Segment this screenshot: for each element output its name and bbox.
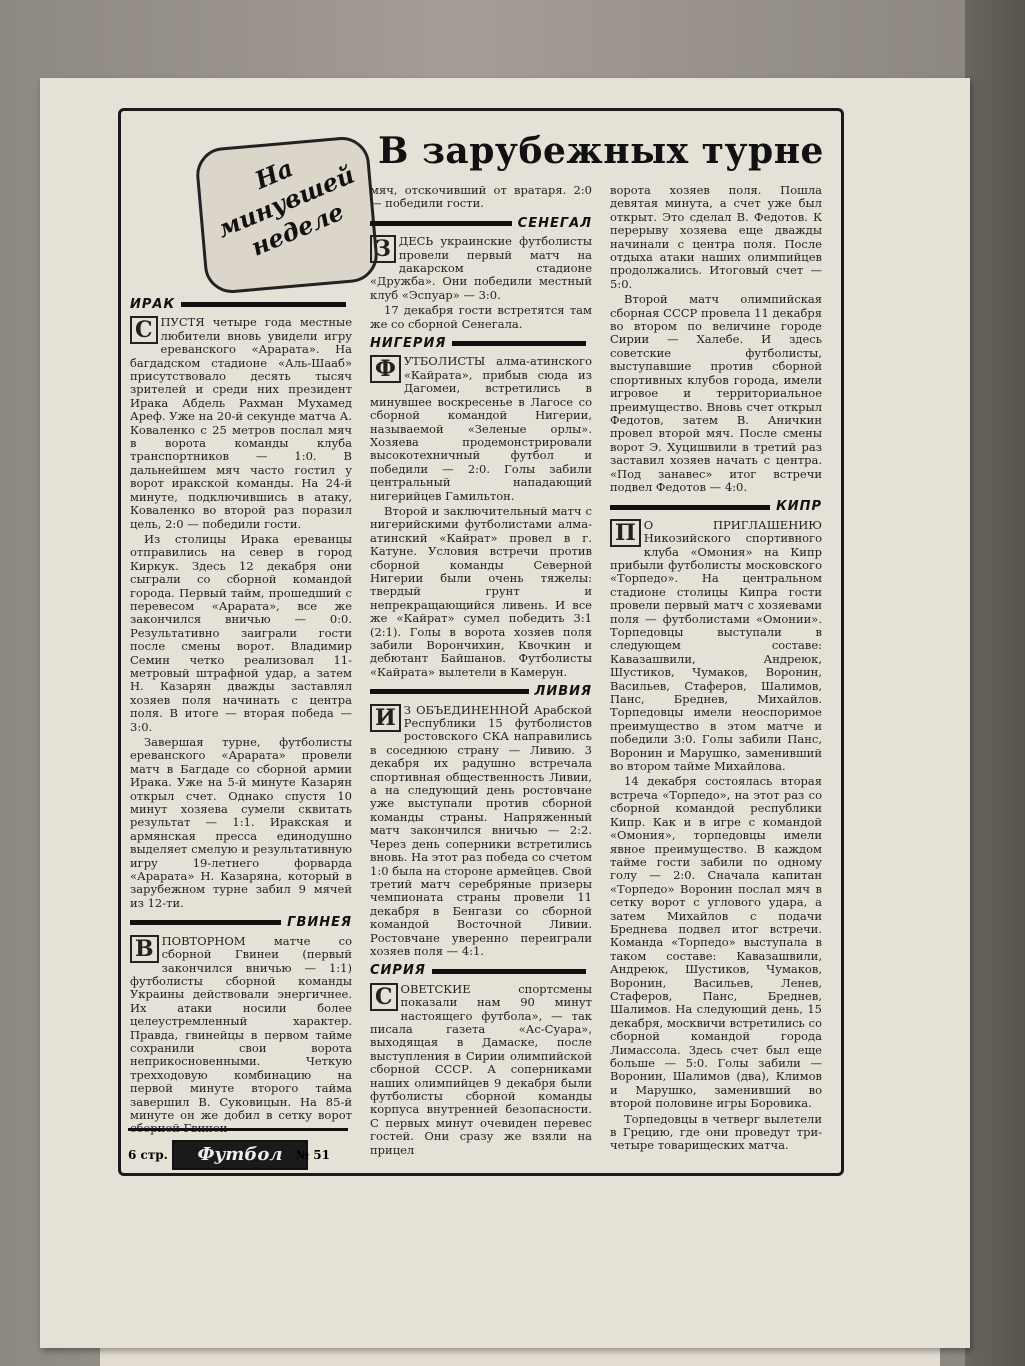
footer-rule: [128, 1128, 348, 1131]
heading-rule: [432, 969, 586, 974]
article-paragraph: 17 декабря гости встретятся там же со сборной Сенегала.: [370, 303, 592, 331]
column-1: [130, 292, 352, 1138]
drop-cap: И: [370, 704, 401, 732]
section-heading-iraq: [130, 298, 352, 311]
article-paragraph: [130, 316, 352, 531]
section-heading-guinea: [130, 916, 352, 929]
heading-rule: [452, 341, 586, 346]
article-text: УТБОЛИСТЫ алма-атинского «Кайрата», прибыв сюда из Дагомеи, встретились в минувшее воскресенье в Лагосе со сборной командой Нигерии, называемой «Зеленые орлы». Хозяева продемонстрировали высокотехничный футбол и победили — 2:0. Голы забили центральный нападающий нигерийцев Гамильтон.: [370, 354, 592, 503]
article-text: ПУСТЯ четыре года местные любители вновь увидели игру ереванского «Арарата». На багдадском стадионе «Аль-Шааб» присутствовало десять тысяч зрителей и среди них президент Ирака Абдель Рахман Мухамед Ареф. Уже на 20-й секунде матча А. Коваленко с 25 метров послал мяч в ворота команды клуба транспортников — 1:0. В дальнейшем мяч часто гостил у ворот иракской команды. На 24-й минуте, подключившись в атаку, Коваленко во второй раз поразил цель, 2:0 — победили гости.: [130, 315, 352, 531]
drop-cap: В: [130, 935, 159, 963]
section-title-syria: СИРИЯ: [370, 963, 426, 979]
article-paragraph: Торпедовцы в четверг вылетели в Грецию, где они проведут три-четыре товарищеских матча.: [610, 1111, 822, 1153]
article-text: ДЕСЬ украинские футболисты провели первый матч на дакарском стадионе «Дружба». Они победили местный клуб «Эспуар» — 3:0.: [370, 234, 592, 302]
drop-cap: С: [130, 316, 158, 344]
section-heading-senegal: [370, 217, 592, 230]
page-number: 6 стр.: [128, 1148, 168, 1162]
column-2: [370, 184, 592, 1159]
article-paragraph: ворота хозяев поля. Пошла девятая минута, а счет уже был открыт. Это сделал В. Федотов. К перерыву хозяева еще дважды начинали с центра поля. После отдыха атаки наших олимпийцев продолжались. Итоговый счет — 5:0.: [610, 183, 822, 291]
section-title-nigeria: НИГЕРИЯ: [370, 336, 447, 352]
article-paragraph: Второй и заключительный матч с нигерийскими футболистами алма-атинский «Кайрат» провел в г. Катуне. Условия встречи против сборной команды Северной Нигерии были очень тяжелы: твердый грунт и непрекращающийся ливень. И все же «Кайрат» сумел победить 3:1 (2:1). Голы в ворота хозяев поля забили Ворончихин, Квочкин и дебютант Байшанов. Футболисты «Кайрата» вылетели в Камерун.: [370, 503, 592, 679]
article-text: О ПРИГЛАШЕНИЮ Никозийского спортивного клуба «Омония» на Кипр прибыли футболисты московского «Торпедо». На центральном стадионе столицы Кипра гости провели первый матч с хозяевами поля — футболистами «Омонии». Торпедовцы выступали в следующем составе: Кавазашвили, Андреюк, Шустиков, Чумаков, Воронин, Васильев, Стаферов, Шалимов, Панс, Бреднев, Михайлов. Торпедовцы имели неоспоримое преимущество в этом матче и победили 3:0. Голы забили Панс, Воронин и Марушко, заменивший во втором тайме Михайлова.: [610, 517, 822, 774]
section-title-cyprus: КИПР: [776, 499, 822, 515]
drop-cap: С: [370, 983, 398, 1011]
article-text: З ОБЪЕДИНЕННОЙ Арабской Республики 15 футболистов ростовского СКА направились в соседнюю страну — Ливию. 3 декабря их радушно встречала спортивная общественность Ливии, а на следующий день ростовчане уже выступали против сборной команды страны. Напряженный матч закончился вничью — 2:2. Через день соперники встретились вновь. На этот раз победа со счетом 1:0 была на стороне армейцев. Свой третий матч серебряные призеры чемпионата страны провели 11 декабря в Бенгази со сборной командой Восточной Ливии. Ростовчане уверенно переиграли хозяев поля — 4:1.: [370, 702, 592, 958]
heading-rule: [370, 221, 512, 226]
issue-number: № 51: [296, 1148, 330, 1162]
heading-rule: [610, 505, 770, 510]
article-paragraph: [610, 519, 822, 774]
article-paragraph: [370, 355, 592, 502]
heading-rule: [130, 920, 281, 925]
article-paragraph: [370, 235, 592, 302]
article-paragraph: Второй матч олимпийская сборная СССР провела 11 декабря во втором по величине городе Сирии — Халебе. И здесь советские футболисты, выступавшие против сборной спортивных клубов города, имели игровое и территориальное преимущество. Вновь счет открыл Федотов, затем В. Аничкин провел второй мяч. После смены ворот Э. Хуцишвили в третий раз заставил хозяев начать с центра. «Под занавес» итог встречи подвел Федотов — 4:0.: [610, 292, 822, 494]
article-paragraph: [370, 704, 592, 959]
newspaper-logo: Футбол: [172, 1140, 308, 1170]
section-title-libya: ЛИВИЯ: [534, 684, 592, 700]
article-paragraph: Из столицы Ирака ереванцы отправились на север в город Киркук. Здесь 12 декабря они сыграли со сборной командой города. Первый тайм, прошедший с перевесом «Арарата», все же закончился вничью — 0:0. Результативно заиграли гости после смены ворот. Владимир Семин четко реализовал 11-метровый штрафной удар, а затем Н. Казарян дважды заставлял хозяев поля начинать с центра поля. В итоге — вторая победа — 3:0.: [130, 531, 352, 734]
background-edge: [965, 0, 1025, 1366]
section-title-guinea: ГВИНЕЯ: [287, 915, 352, 931]
section-title-senegal: СЕНЕГАЛ: [517, 215, 592, 231]
article-paragraph: 14 декабря состоялась вторая встреча «Торпедо», на этот раз со сборной командой республики Кипр. Как и в игре с командой «Омония», торпедовцы имели явное преимущество. В каждом тайме гости забили по одному голу — 2:0. Сначала капитан «Торпедо» Воронин послал мяч в сетку ворот с углового удара, а затем Михайлов с подачи Бреднева подвел итог встречи. Команда «Торпедо» выступала в таком составе: Кавазашвили, Андреюк, Шустиков, Чумаков, Воронин, Васильев, Ленев, Стаферов, Панс, Бреднев, Шалимов. На следующий день, 15 декабря, москвичи встретились со сборной командой города Лимассола. Здесь счет был еще больше — 5:0. Голы забили — Воронин, Шалимов (два), Климов и Марушко, заменивший во второй половине игры Боровика.: [610, 774, 822, 1111]
article-text: ОВЕТСКИЕ спортсмены показали нам 90 минут настоящего футбола», — так писала газета «Ас-Суара», выходящая в Дамаске, после выступления в Сирии олимпийской сборной СССР. А соперниками наших олимпийцев 9 декабря были футболисты сборной команды корпуса внутренней безопасности. С первых минут очевиден перевес гостей. Они сразу же взяли на прицел: [370, 981, 592, 1157]
heading-rule: [181, 302, 346, 307]
section-title-iraq: ИРАК: [130, 297, 176, 312]
section-heading-libya: [370, 685, 592, 698]
rubric-logo-text: На минувшей неделе: [212, 153, 359, 262]
rubric-logo: [194, 135, 380, 296]
article-paragraph: мяч, отскочивший от вратаря. 2:0 — победили гости.: [370, 183, 592, 211]
article-paragraph: [130, 935, 352, 1136]
drop-cap: Ф: [370, 355, 401, 383]
column-3: [610, 184, 822, 1155]
section-heading-syria: [370, 964, 592, 977]
article-text: ПОВТОРНОМ матче со сборной Гвинеи (первый закончился вничью — 1:1) футболисты сборной команды Украины действовали энергичнее. Их атаки носили более целеустремленный характер. Правда, гвинейцы в первом тайме сохранили свои ворота неприкосновенными. Четкую трехходовую комбинацию на первой минуте второго тайма завершил В. Суковицын. На 85-й минуте он же добил в сетку ворот: [130, 933, 352, 1122]
article-paragraph: [370, 983, 592, 1157]
heading-rule: [370, 689, 529, 694]
page-headline: В зарубежных турне: [378, 130, 824, 172]
section-heading-nigeria: [370, 337, 592, 350]
drop-cap: П: [610, 519, 641, 547]
article-paragraph: Завершая турне, футболисты ереванского «Арарата» провели матч в Багдаде со сборной армии Ирака. Уже на 5-й минуте Казарян открыл счет. Однако спустя 10 минут хозяева сумели сквитать результат — 1:1. Иракская и армянская пресса единодушно выделяет смелую и результативную игру 19-летнего форварда «Арарата» Н. Казаряна, который в зарубежном турне забил 9 мячей из 12-ти.: [130, 735, 352, 910]
drop-cap: З: [370, 235, 396, 263]
page-footer: [128, 1138, 828, 1172]
section-heading-cyprus: [610, 500, 822, 513]
